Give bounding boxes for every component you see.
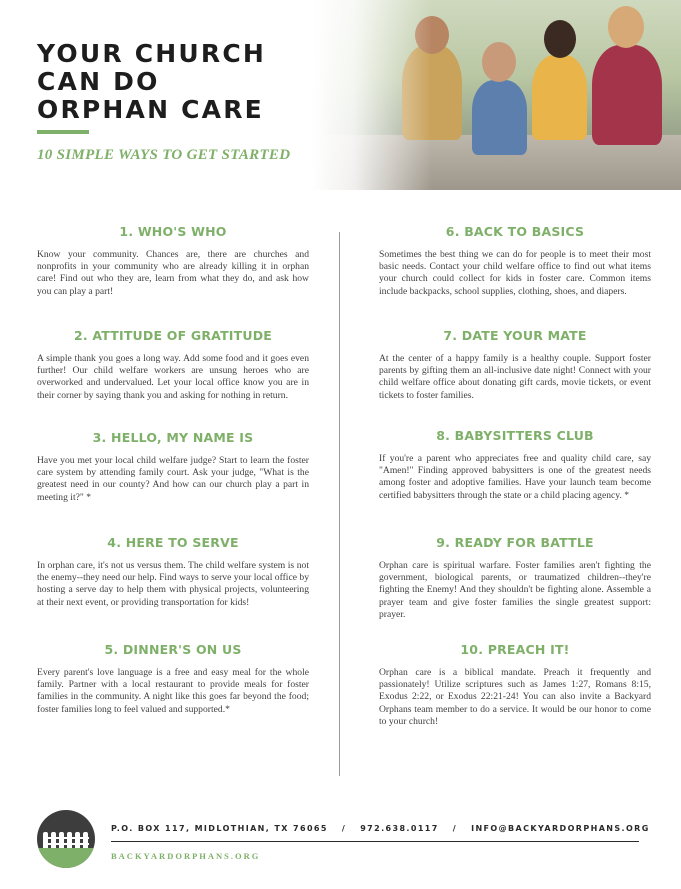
footer-website[interactable]: BACKYARDORPHANS.ORG — [111, 851, 261, 861]
tip-heading: 1. WHO'S WHO — [119, 224, 227, 239]
logo-picket — [75, 832, 80, 848]
logo-picket — [59, 832, 64, 848]
tip-heading: 3. HELLO, MY NAME IS — [92, 430, 254, 445]
logo-picket — [51, 832, 56, 848]
logo-picket — [83, 832, 88, 848]
photo-person-woman-head — [608, 6, 644, 48]
tip-attitude-of-gratitude — [37, 328, 309, 402]
photo-person-woman — [592, 45, 662, 145]
footer-email[interactable]: INFO@BACKYARDORPHANS.ORG — [471, 824, 650, 833]
hero-photo — [312, 0, 681, 190]
title-accent-rule — [37, 130, 89, 134]
logo-rail — [43, 837, 89, 839]
tip-body: Orphan care is spiritual warfare. Foster families aren't fighting the government, biological parents, or traumatized children--they're fighting the Enemy! And they shouldn't be fighting alone. Assemble a prayer team and give foster families the single greatest support: prayer. — [379, 560, 651, 620]
logo-fence — [43, 832, 89, 848]
tip-body: Every parent's love language is a free and easy meal for the whole family. Partner with a local restaurant to provide meals for foster families in the community. A night like this goes far beyond the food; foster families long to feel valued and supported.* — [37, 667, 309, 715]
title-line: YOUR CHURCH — [37, 39, 267, 68]
logo-picket — [67, 832, 72, 848]
photo-fade — [312, 0, 432, 190]
title-line: CAN DO — [37, 67, 160, 96]
tip-heading: 7. DATE YOUR MATE — [443, 328, 587, 343]
tip-body: Sometimes the best thing we can do for people is to meet their most basic needs. Contact your child welfare office to find out what items your church could collect for kids in foster care. Common items include backpacks, school supplies, clothing, shoes, and diapers. — [379, 249, 651, 297]
photo-person-child — [472, 80, 527, 155]
fence-logo-icon — [37, 810, 95, 868]
tip-body: A simple thank you goes a long way. Add some food and it goes even further! Our child welfare workers are unsung heroes who are overworked and undervalued. Let your local office know you are in their corner by saying thank you and asking for nothing in return. — [37, 353, 309, 401]
logo-grass — [37, 848, 95, 868]
tip-body: At the center of a happy family is a healthy couple. Support foster parents by gifting them an all-inclusive date night! Connect with your child welfare office about donating gift cards, movie tickets, or event tickets to foster families. — [379, 353, 651, 401]
tip-body: In orphan care, it's not us versus them. The child welfare system is not the enemy--they need our help. Find ways to serve your local office by hosting a serve day to help them with physical projects, volunteering at their next event, or providing transportation for kids! — [37, 560, 309, 608]
tip-heading: 10. PREACH IT! — [460, 642, 570, 657]
tip-preach-it — [379, 642, 651, 728]
tip-body: Have you met your local child welfare judge? Start to learn the foster care system by attending family court. Ask your judge, "What is the greatest need in our county? And how can our church play a part in meeting it?" * — [37, 455, 309, 503]
tip-hello-my-name-is — [37, 430, 309, 504]
tip-date-your-mate — [379, 328, 651, 402]
tip-dinners-on-us — [37, 642, 309, 716]
footer-rule — [111, 841, 639, 842]
tip-heading: 4. HERE TO SERVE — [107, 535, 239, 550]
footer-separator: / — [341, 824, 347, 833]
logo-picket — [43, 832, 48, 848]
logo-rail — [43, 843, 89, 845]
footer-phone[interactable]: 972.638.0117 — [360, 824, 439, 833]
footer-contact — [111, 824, 650, 833]
tip-who-is-who — [37, 224, 309, 298]
column-divider — [339, 232, 340, 776]
tip-heading: 5. DINNER'S ON US — [104, 642, 242, 657]
tip-back-to-basics — [379, 224, 651, 298]
tip-body: Know your community. Chances are, there are churches and nonprofits in your community who are already killing it in orphan care! Find out who they are, learn from what they do, and ask how you can play a part! — [37, 249, 309, 297]
tip-heading: 2. ATTITUDE OF GRATITUDE — [73, 328, 273, 343]
photo-person-girl — [532, 55, 587, 140]
page-title — [37, 40, 266, 124]
tip-body: Orphan care is a biblical mandate. Preach it frequently and passionately! Utilize scriptures such as James 1:27, Romans 8:15, Exodus 2:22, or Exodus 22:21-24! You can also invite a Backyard Orphans team member to do a service. It would be our honor to come to your church! — [379, 667, 651, 727]
footer-separator: / — [452, 824, 458, 833]
tip-here-to-serve — [37, 535, 309, 609]
tip-babysitters-club — [379, 428, 651, 502]
photo-person-child-head — [482, 42, 516, 82]
tip-heading: 9. READY FOR BATTLE — [436, 535, 594, 550]
tip-body: If you're a parent who appreciates free and quality child care, say "Amen!" Finding approved babysitters is one of the greatest needs among foster and adoptive families. Have your launch team become certified babysitters through the state or a child placing agency. * — [379, 453, 651, 501]
page-subtitle: 10 SIMPLE WAYS TO GET STARTED — [37, 147, 291, 163]
footer-address: P.O. BOX 117, MIDLOTHIAN, TX 76065 — [111, 824, 328, 833]
photo-person-girl-head — [544, 20, 576, 58]
tip-heading: 8. BABYSITTERS CLUB — [436, 428, 594, 443]
tip-ready-for-battle — [379, 535, 651, 621]
title-line: ORPHAN CARE — [37, 95, 264, 124]
tip-heading: 6. BACK TO BASICS — [445, 224, 585, 239]
